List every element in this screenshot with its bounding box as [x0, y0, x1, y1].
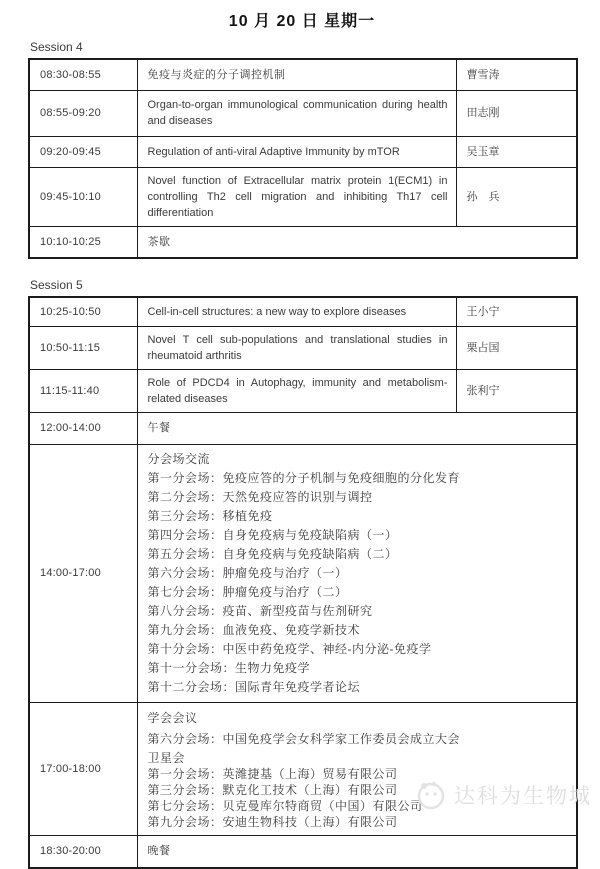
satellite-item: 第七分会场：贝克曼库尔特商贸（中国）有限公司 [147, 798, 423, 813]
evening-sessions-cell [137, 702, 577, 835]
speaker-cell: 王小宁 [456, 297, 577, 326]
society-heading: 学会会议 [147, 710, 198, 725]
time-cell: 08:55-09:20 [29, 90, 137, 136]
time-cell: 18:30-20:00 [29, 835, 137, 868]
breakout-item: 第四分会场：自身免疫病与免疫缺陷病（一） [147, 527, 398, 542]
time-cell: 09:20-09:45 [29, 136, 137, 167]
table-row [29, 59, 577, 90]
time-cell: 17:00-18:00 [29, 702, 137, 835]
session5-table [28, 296, 578, 869]
page-title: 10 月 20 日 星期一 [228, 13, 376, 30]
table-row [29, 326, 577, 369]
speaker-cell: 张利宁 [456, 369, 577, 412]
breakout-item: 第十二分会场：国际青年免疫学者论坛 [147, 679, 361, 694]
speaker-cell: 曹雪涛 [456, 59, 577, 90]
lunch-cell: 午餐 [137, 412, 577, 444]
time-cell: 10:25-10:50 [29, 297, 137, 326]
breakout-sessions-cell [137, 444, 577, 702]
talk-title-cell: Regulation of anti-viral Adaptive Immunity by mTOR [137, 136, 456, 167]
satellite-heading: 卫星会 [147, 750, 186, 765]
breakout-item: 第十一分会场：生物力免疫学 [147, 660, 311, 675]
table-row [29, 90, 577, 136]
table-row [29, 369, 577, 412]
dinner-cell: 晚餐 [137, 835, 577, 868]
table-row [29, 226, 577, 258]
breakout-item: 第十分会场：中医中药免疫学、神经-内分泌-免疫学 [147, 641, 432, 656]
speaker-cell: 孙 兵 [456, 167, 577, 226]
time-cell: 09:45-10:10 [29, 167, 137, 226]
breakout-item: 第七分会场：肿瘤免疫与治疗（二） [147, 584, 348, 599]
table-row [29, 835, 577, 868]
breakout-item: 第三分会场：移植免疫 [147, 508, 273, 523]
talk-title-cell: Novel T cell sub-populations and translational studies in rheumatoid arthritis [137, 326, 456, 369]
time-cell: 12:00-14:00 [29, 412, 137, 444]
breakout-heading: 分会场交流 [147, 451, 211, 466]
table-row [29, 412, 577, 444]
breakout-item: 第二分会场：天然免疫应答的识别与调控 [147, 489, 373, 504]
session4-label: Session 4 [30, 40, 83, 54]
table-row [29, 297, 577, 326]
society-meeting-block [148, 708, 569, 750]
breakout-item: 第五分会场：自身免疫病与免疫缺陷病（二） [147, 546, 398, 561]
talk-title-cell: Role of PDCD4 in Autophagy, immunity and metabolism-related diseases [137, 369, 456, 412]
speaker-cell: 田志刚 [456, 90, 577, 136]
table-row [29, 444, 577, 702]
talk-title-cell: 免疫与炎症的分子调控机制 [137, 59, 456, 90]
breakout-item: 第九分会场：血液免疫、免疫学新技术 [147, 622, 361, 637]
breakout-item: 第八分会场：疫苗、新型疫苗与佐剂研究 [147, 603, 373, 618]
talk-title-cell: Cell-in-cell structures: a new way to explore diseases [137, 297, 456, 326]
speaker-cell: 栗占国 [456, 326, 577, 369]
satellite-item: 第九分会场：安迪生物科技（上海）有限公司 [147, 814, 398, 829]
satellite-item: 第三分会场：默克化工技术（上海）有限公司 [147, 782, 398, 797]
break-cell: 茶歇 [137, 226, 577, 258]
table-row [29, 702, 577, 835]
time-cell: 14:00-17:00 [29, 444, 137, 702]
table-row [29, 136, 577, 167]
section-gap [28, 259, 576, 278]
table-row [29, 167, 577, 226]
talk-title-cell: Novel function of Extracellular matrix protein 1(ECM1) in controlling Th2 cell migration and inhibiting Th17 cell differentiation [137, 167, 456, 226]
talk-title-cell: Organ-to-organ immunological communication during health and diseases [137, 90, 456, 136]
time-cell: 08:30-08:55 [29, 59, 137, 90]
time-cell: 10:50-11:15 [29, 326, 137, 369]
session4-table [28, 58, 578, 259]
satellite-item: 第一分会场：英潍捷基（上海）贸易有限公司 [147, 766, 398, 781]
time-cell: 11:15-11:40 [29, 369, 137, 412]
breakout-item: 第六分会场：肿瘤免疫与治疗（一） [147, 565, 348, 580]
society-item: 第六分会场：中国免疫学会女科学家工作委员会成立大会 [147, 731, 461, 746]
watermark-text: 达科为生物城 [454, 785, 592, 808]
time-cell: 10:10-10:25 [29, 226, 137, 258]
speaker-cell: 吴玉章 [456, 136, 577, 167]
session5-label: Session 5 [30, 278, 83, 292]
satellite-meeting-block [148, 750, 569, 830]
breakout-item: 第一分会场：免疫应答的分子机制与免疫细胞的分化发育 [147, 470, 461, 485]
